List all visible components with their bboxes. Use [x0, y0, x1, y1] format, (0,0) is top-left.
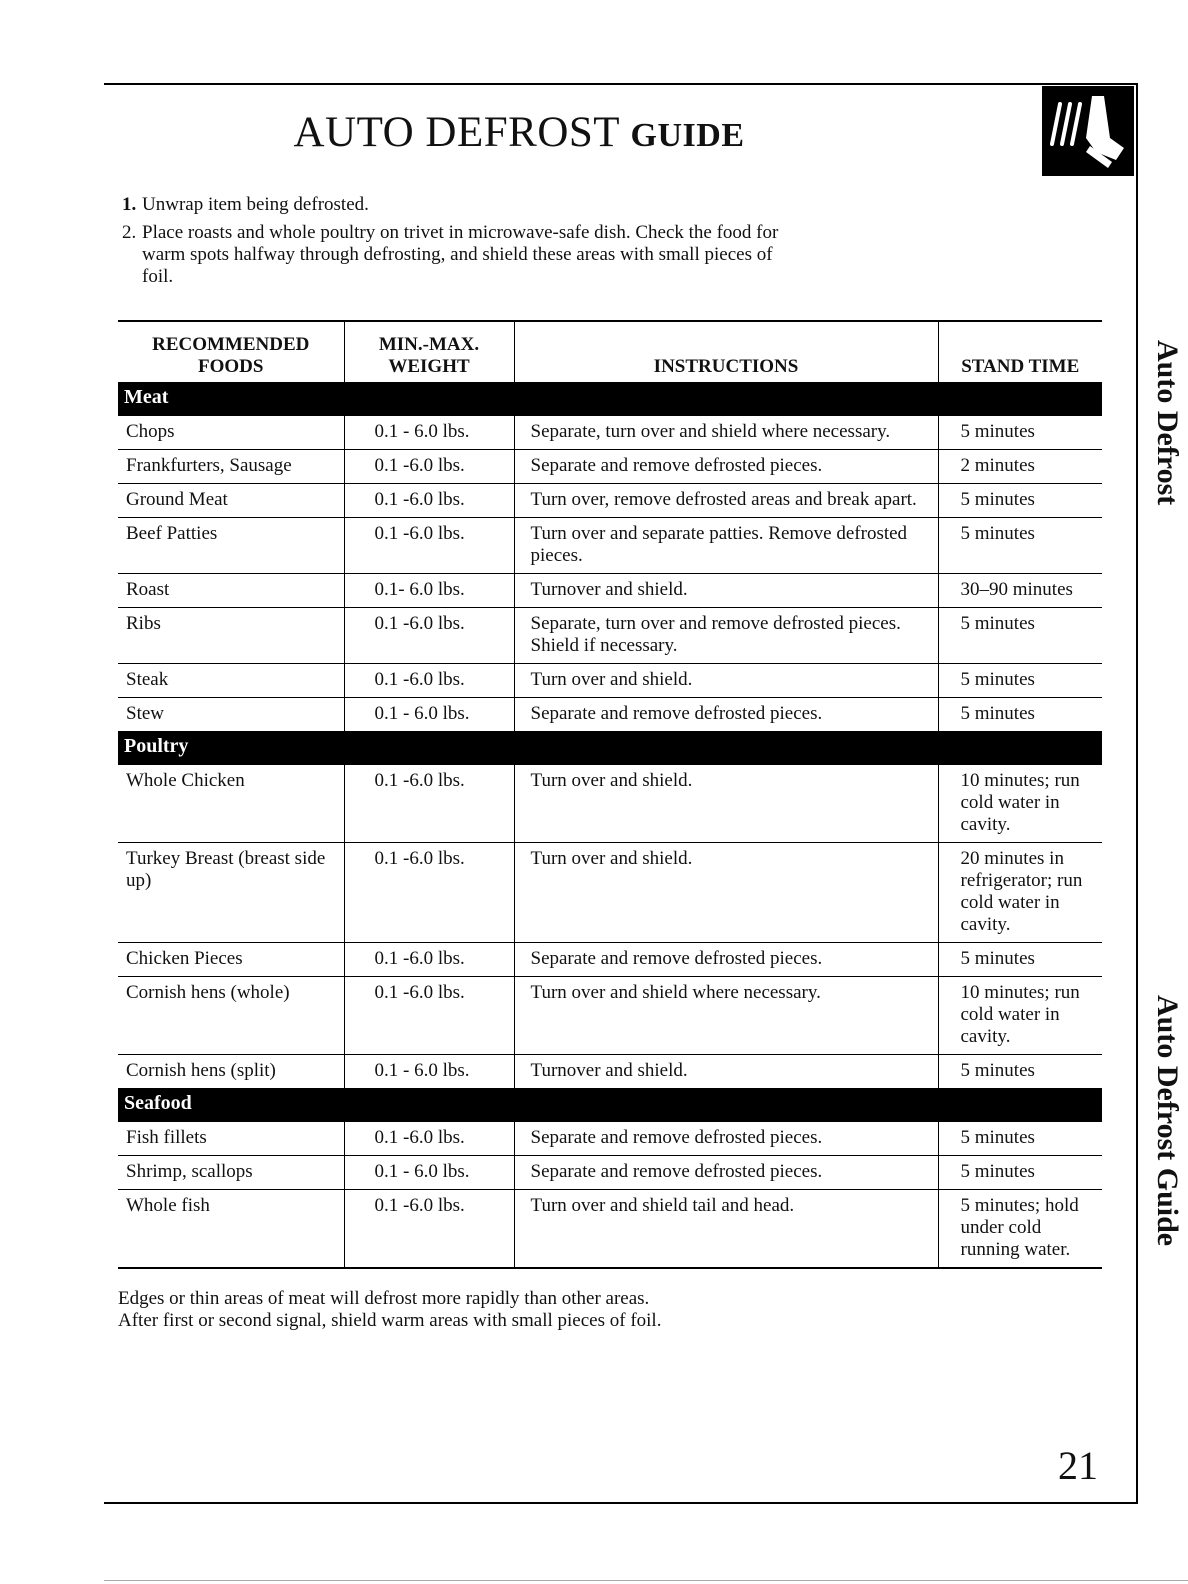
stand-time-cell: 5 minutes	[938, 518, 1102, 574]
side-tab-label: Auto Defrost	[1151, 340, 1184, 506]
stand-time-cell: 10 minutes; run cold water in cavity.	[938, 977, 1102, 1055]
weight-cell: 0.1 -6.0 lbs.	[344, 977, 514, 1055]
food-cell: Chicken Pieces	[118, 943, 344, 977]
food-cell: Stew	[118, 698, 344, 732]
stand-time-cell: 5 minutes	[938, 1122, 1102, 1156]
table-row	[118, 416, 1102, 450]
microwave-waves-hand-icon	[1042, 86, 1134, 176]
instructions-cell: Separate and remove defrosted pieces.	[514, 1156, 938, 1190]
header-foods: RECOMMENDED FOODS	[118, 321, 344, 383]
food-cell: Shrimp, scallops	[118, 1156, 344, 1190]
instructions-cell: Turnover and shield.	[514, 574, 938, 608]
instructions-cell: Separate and remove defrosted pieces.	[514, 698, 938, 732]
step-text: Unwrap item being defrosted.	[142, 194, 369, 215]
footnotes	[118, 1288, 1018, 1332]
stand-time-cell: 20 minutes in refrigerator; run cold water in cavity.	[938, 843, 1102, 943]
category-label: Poultry	[118, 732, 1102, 765]
note-line: Edges or thin areas of meat will defrost more rapidly than other areas.	[118, 1288, 650, 1309]
table-row	[118, 484, 1102, 518]
stand-time-cell: 10 minutes; run cold water in cavity.	[938, 765, 1102, 843]
category-label: Meat	[118, 383, 1102, 416]
instructions-cell: Separate and remove defrosted pieces.	[514, 1122, 938, 1156]
weight-cell: 0.1 -6.0 lbs.	[344, 608, 514, 664]
weight-cell: 0.1 - 6.0 lbs.	[344, 1156, 514, 1190]
stand-time-cell: 5 minutes	[938, 943, 1102, 977]
weight-cell: 0.1 -6.0 lbs.	[344, 518, 514, 574]
instructions-cell: Turn over, remove defrosted areas and break apart.	[514, 484, 938, 518]
table-row	[118, 574, 1102, 608]
header-stand-time: STAND TIME	[938, 321, 1102, 383]
stand-time-cell: 30–90 minutes	[938, 574, 1102, 608]
weight-cell: 0.1 - 6.0 lbs.	[344, 1055, 514, 1089]
instructions-cell: Turn over and shield where necessary.	[514, 977, 938, 1055]
weight-cell: 0.1 -6.0 lbs.	[344, 1122, 514, 1156]
instructions-cell: Turn over and separate patties. Remove defrosted pieces.	[514, 518, 938, 574]
top-rule	[104, 83, 1136, 85]
table-row	[118, 518, 1102, 574]
defrost-guide-table	[118, 320, 1102, 1269]
food-cell: Frankfurters, Sausage	[118, 450, 344, 484]
table-row	[118, 843, 1102, 943]
page-number: 21	[1058, 1443, 1098, 1488]
table-header-row	[118, 321, 1102, 383]
table-row	[118, 943, 1102, 977]
stand-time-cell: 5 minutes	[938, 608, 1102, 664]
side-tab-label: Auto Defrost Guide	[1151, 995, 1184, 1247]
step-item	[122, 222, 802, 288]
weight-cell: 0.1 -6.0 lbs.	[344, 843, 514, 943]
table-row	[118, 977, 1102, 1055]
stand-time-cell: 5 minutes	[938, 484, 1102, 518]
instructions-cell: Turn over and shield tail and head.	[514, 1190, 938, 1269]
category-row-poultry	[118, 732, 1102, 765]
table-row	[118, 1122, 1102, 1156]
food-cell: Ground Meat	[118, 484, 344, 518]
stand-time-cell: 5 minutes; hold under cold running water.	[938, 1190, 1102, 1269]
food-cell: Turkey Breast (breast side up)	[118, 843, 344, 943]
bottom-rule	[104, 1502, 1136, 1504]
instructions-cell: Separate and remove defrosted pieces.	[514, 943, 938, 977]
weight-cell: 0.1 -6.0 lbs.	[344, 664, 514, 698]
step-number: 1.	[122, 194, 137, 215]
stand-time-cell: 5 minutes	[938, 1055, 1102, 1089]
step-text: Place roasts and whole poultry on trivet in microwave-safe dish. Check the food for warm spots halfway through defrosting, and shield these areas with small pieces of foil.	[142, 222, 779, 287]
page-edge-rule	[104, 1580, 1188, 1581]
table-row	[118, 1156, 1102, 1190]
weight-cell: 0.1 -6.0 lbs.	[344, 765, 514, 843]
food-cell: Whole Chicken	[118, 765, 344, 843]
instruction-steps	[122, 194, 802, 294]
table-row	[118, 608, 1102, 664]
table-row	[118, 765, 1102, 843]
food-cell: Chops	[118, 416, 344, 450]
instructions-cell: Turn over and shield.	[514, 664, 938, 698]
food-cell: Steak	[118, 664, 344, 698]
step-item	[122, 194, 802, 216]
stand-time-cell: 5 minutes	[938, 664, 1102, 698]
category-label: Seafood	[118, 1089, 1102, 1122]
weight-cell: 0.1 -6.0 lbs.	[344, 1190, 514, 1269]
stand-time-cell: 5 minutes	[938, 698, 1102, 732]
stand-time-cell: 2 minutes	[938, 450, 1102, 484]
weight-cell: 0.1 -6.0 lbs.	[344, 484, 514, 518]
weight-cell: 0.1 -6.0 lbs.	[344, 450, 514, 484]
food-cell: Ribs	[118, 608, 344, 664]
stand-time-cell: 5 minutes	[938, 1156, 1102, 1190]
table-row	[118, 698, 1102, 732]
stand-time-cell: 5 minutes	[938, 416, 1102, 450]
instructions-cell: Turnover and shield.	[514, 1055, 938, 1089]
note-line: After first or second signal, shield warm areas with small pieces of foil.	[118, 1310, 662, 1331]
table-row	[118, 450, 1102, 484]
header-instructions: INSTRUCTIONS	[514, 321, 938, 383]
food-cell: Cornish hens (whole)	[118, 977, 344, 1055]
category-row-meat	[118, 383, 1102, 416]
food-cell: Whole fish	[118, 1190, 344, 1269]
step-number: 2.	[122, 222, 137, 243]
food-cell: Cornish hens (split)	[118, 1055, 344, 1089]
header-weight: MIN.-MAX. WEIGHT	[344, 321, 514, 383]
category-row-seafood	[118, 1089, 1102, 1122]
side-tab-rule	[1136, 83, 1138, 1504]
instructions-cell: Turn over and shield.	[514, 843, 938, 943]
weight-cell: 0.1 - 6.0 lbs.	[344, 416, 514, 450]
food-cell: Fish fillets	[118, 1122, 344, 1156]
instructions-cell: Separate and remove defrosted pieces.	[514, 450, 938, 484]
weight-cell: 0.1- 6.0 lbs.	[344, 574, 514, 608]
table-row	[118, 1055, 1102, 1089]
page-title: AUTO DEFROST GUIDE	[293, 109, 745, 156]
instructions-cell: Turn over and shield.	[514, 765, 938, 843]
weight-cell: 0.1 - 6.0 lbs.	[344, 698, 514, 732]
table-row	[118, 664, 1102, 698]
weight-cell: 0.1 -6.0 lbs.	[344, 943, 514, 977]
table-row	[118, 1190, 1102, 1269]
instructions-cell: Separate, turn over and remove defrosted pieces. Shield if necessary.	[514, 608, 938, 664]
instructions-cell: Separate, turn over and shield where necessary.	[514, 416, 938, 450]
food-cell: Beef Patties	[118, 518, 344, 574]
food-cell: Roast	[118, 574, 344, 608]
